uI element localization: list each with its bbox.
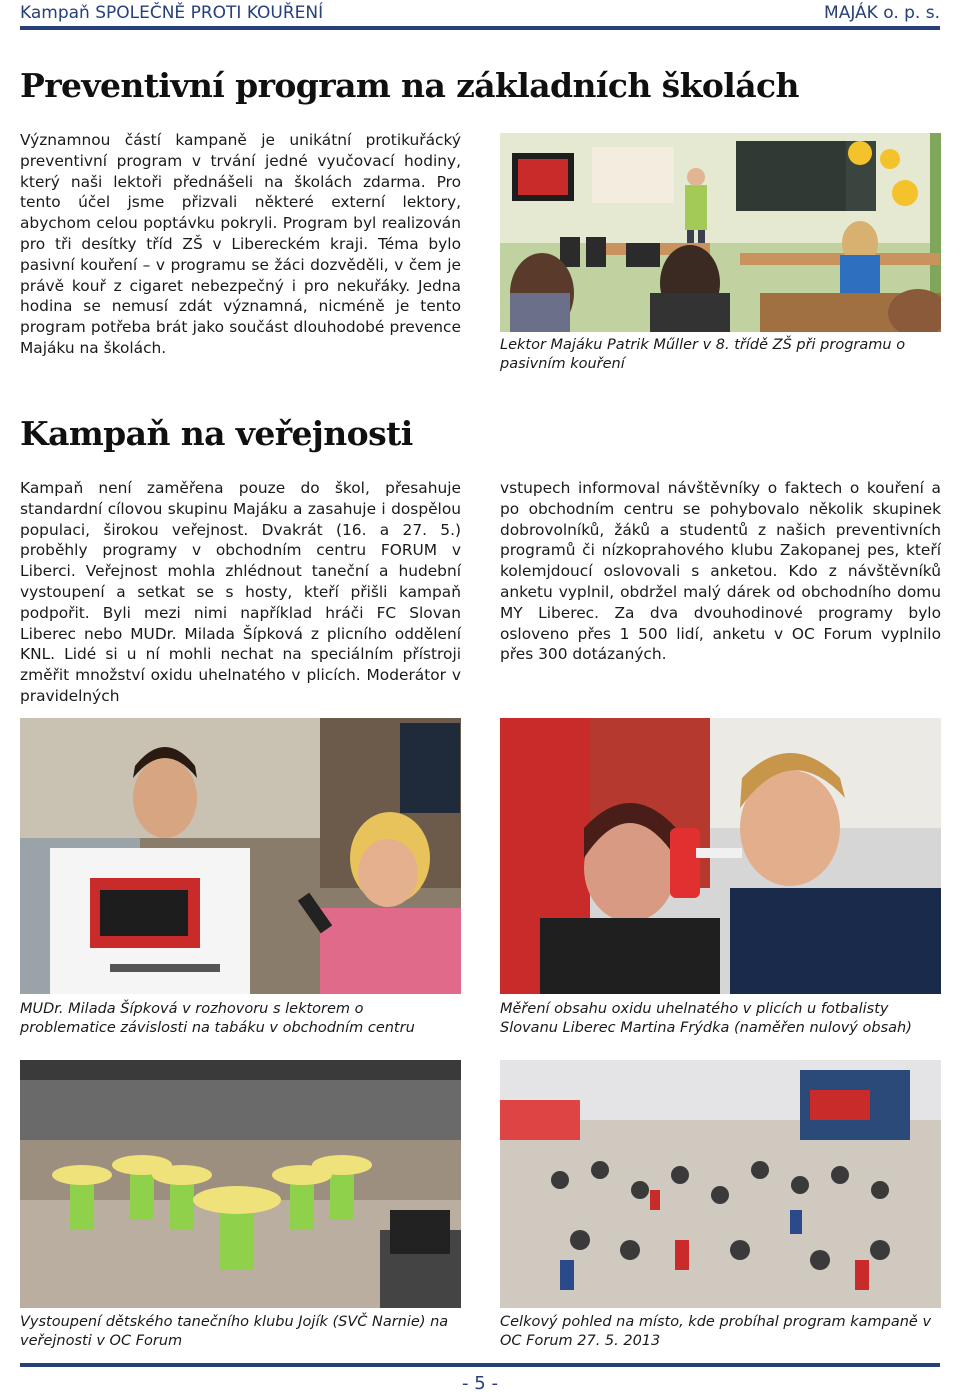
caption-interview: MUDr. Milada Šípková v rozhovoru s lektorem o problematice závislosti na tabáku v obchodním centru [20,1001,415,1036]
photo-interview [20,718,461,994]
caption-dance: Vystoupení dětského tanečního klubu Jojík (SVČ Narnie) na veřejnosti v OC Forum [20,1314,449,1349]
page-number: - 5 - [462,1373,498,1394]
section1-body: Významnou částí kampaně je unikátní protikuřácký preventivní program v trvání jedné vyučovací hodiny, který naši lektoři přednášeli na školách zdarma. Pro tento účel jsme přizvali některé externí lektory, abychom celou poptávku pokryli. Program byl realizován pro tři desítky tříd ZŠ v Libereckém kraji. Téma bylo pasivní kouření – v programu se žáci dozvěděli, v čem je právě kouř z cigaret nebezpečný i pro nekuřáky. Jedna hodina se nemusí zdát významná, nicméně je tento program potřeba brát jako součást dlouhodobé prevence Majáku na školách. [20,131,461,357]
caption-overview: Celkový pohled na místo, kde probíhal program kampaně v OC Forum 27. 5. 2013 [500,1314,932,1349]
header-rule [20,26,940,30]
caption-classroom: Lektor Majáku Patrik Műller v 8. třídě ZŠ při programu o pasivním kouření [500,337,906,372]
section1-title: Preventivní program na základních školách [20,66,799,105]
section2-body-left: Kampaň není zaměřena pouze do škol, přesahuje standardní cílovou skupinu Majáku a zasahuje i dospělou populaci, širokou veřejnost. Dvakrát (16. a 27. 5.) proběhly programy v obchodním centru FORUM v Liberci. Veřejnost mohla zhlédnout taneční a hudební vystoupení a setkat se s hosty, kteří přišli kampaň podpořit. Byli mezi nimi například hráči FC Slovan Liberec nebo MUDr. Milada Šípková z plicního oddělení KNL. Lidé si u ní mohli nechat na speciálním přístroji změřit množství oxidu uhelnatého v plicích. Moderátor v pravidelných [20,479,461,705]
photo-overview [500,1060,941,1308]
caption-measurement: Měření obsahu oxidu uhelnatého v plicích u fotbalisty Slovanu Liberec Martina Frýdka (naměřen nulový obsah) [500,1001,912,1036]
header-campaign-title: Kampaň SPOLEČNĚ PROTI KOUŘENÍ [20,3,324,23]
photo-classroom [500,133,941,332]
section2-body-right: vstupech informoval návštěvníky o faktech o kouření a po obchodním centru se pohybovalo několik skupinek dobrovolníků, žáků a studentů z našich preventivních programů či nízkoprahového klubu Zakopanej pes, kteří kolemjdoucí oslovovali s anketou. Kdo z návštěvníků anketu vyplnil, obdržel malý dárek od obchodního domu MY Liberec. Za dva dvouhodinové programy bylo osloveno přes 1 500 lidí, anketu v OC Forum vyplnilo přes 300 dotázaných. [500,479,941,664]
section2-title: Kampaň na veřejnosti [20,414,413,453]
header-organization: MAJÁK o. p. s. [824,3,940,23]
footer-rule [20,1363,940,1367]
photo-dance [20,1060,461,1308]
photo-measurement [500,718,941,994]
